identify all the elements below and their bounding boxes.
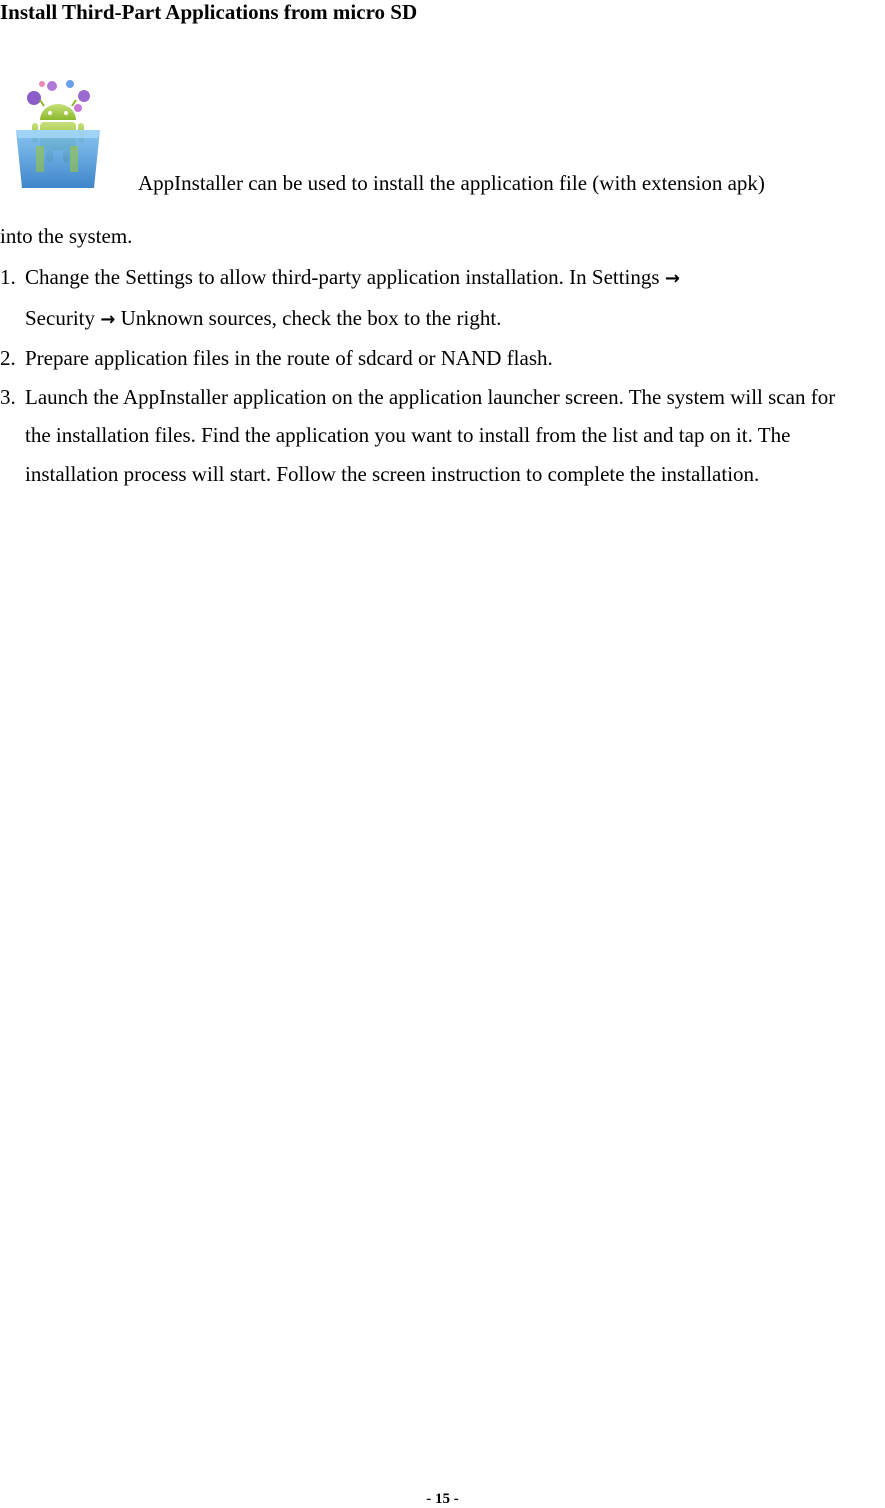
section-heading: Install Third-Part Applications from micro SD (0, 0, 418, 24)
right-arrow-icon: → (100, 308, 116, 330)
step-number: 1. (0, 265, 16, 289)
steps-list (0, 258, 885, 493)
right-arrow-icon: → (664, 268, 680, 289)
step-2 (0, 339, 885, 378)
intro-row (8, 76, 885, 194)
step-text: Security (25, 305, 95, 330)
step-3 (0, 378, 865, 494)
step-number: 2. (0, 346, 16, 370)
appinstaller-icon (8, 76, 104, 192)
step-number: 3. (0, 384, 16, 409)
step-text: Unknown sources, check the box to the right. (120, 305, 502, 330)
intro-first-line: AppInstaller can be used to install the application file (with extension apk) (138, 171, 765, 195)
intro-continuation: into the system. (0, 224, 133, 248)
step-text: Change the Settings to allow third-party application installation. In Settings (25, 265, 660, 289)
step-1 (0, 258, 885, 339)
page-number: - 15 - (426, 1491, 459, 1507)
step-text: Launch the AppInstaller application on the application launcher screen. The system will scan for the installation files. Find the application you want to install from the list and tap on it. The installation process will start. Follow the screen instruction to complete the installation. (25, 384, 836, 486)
step-text: Prepare application files in the route of sdcard or NAND flash. (25, 346, 553, 370)
